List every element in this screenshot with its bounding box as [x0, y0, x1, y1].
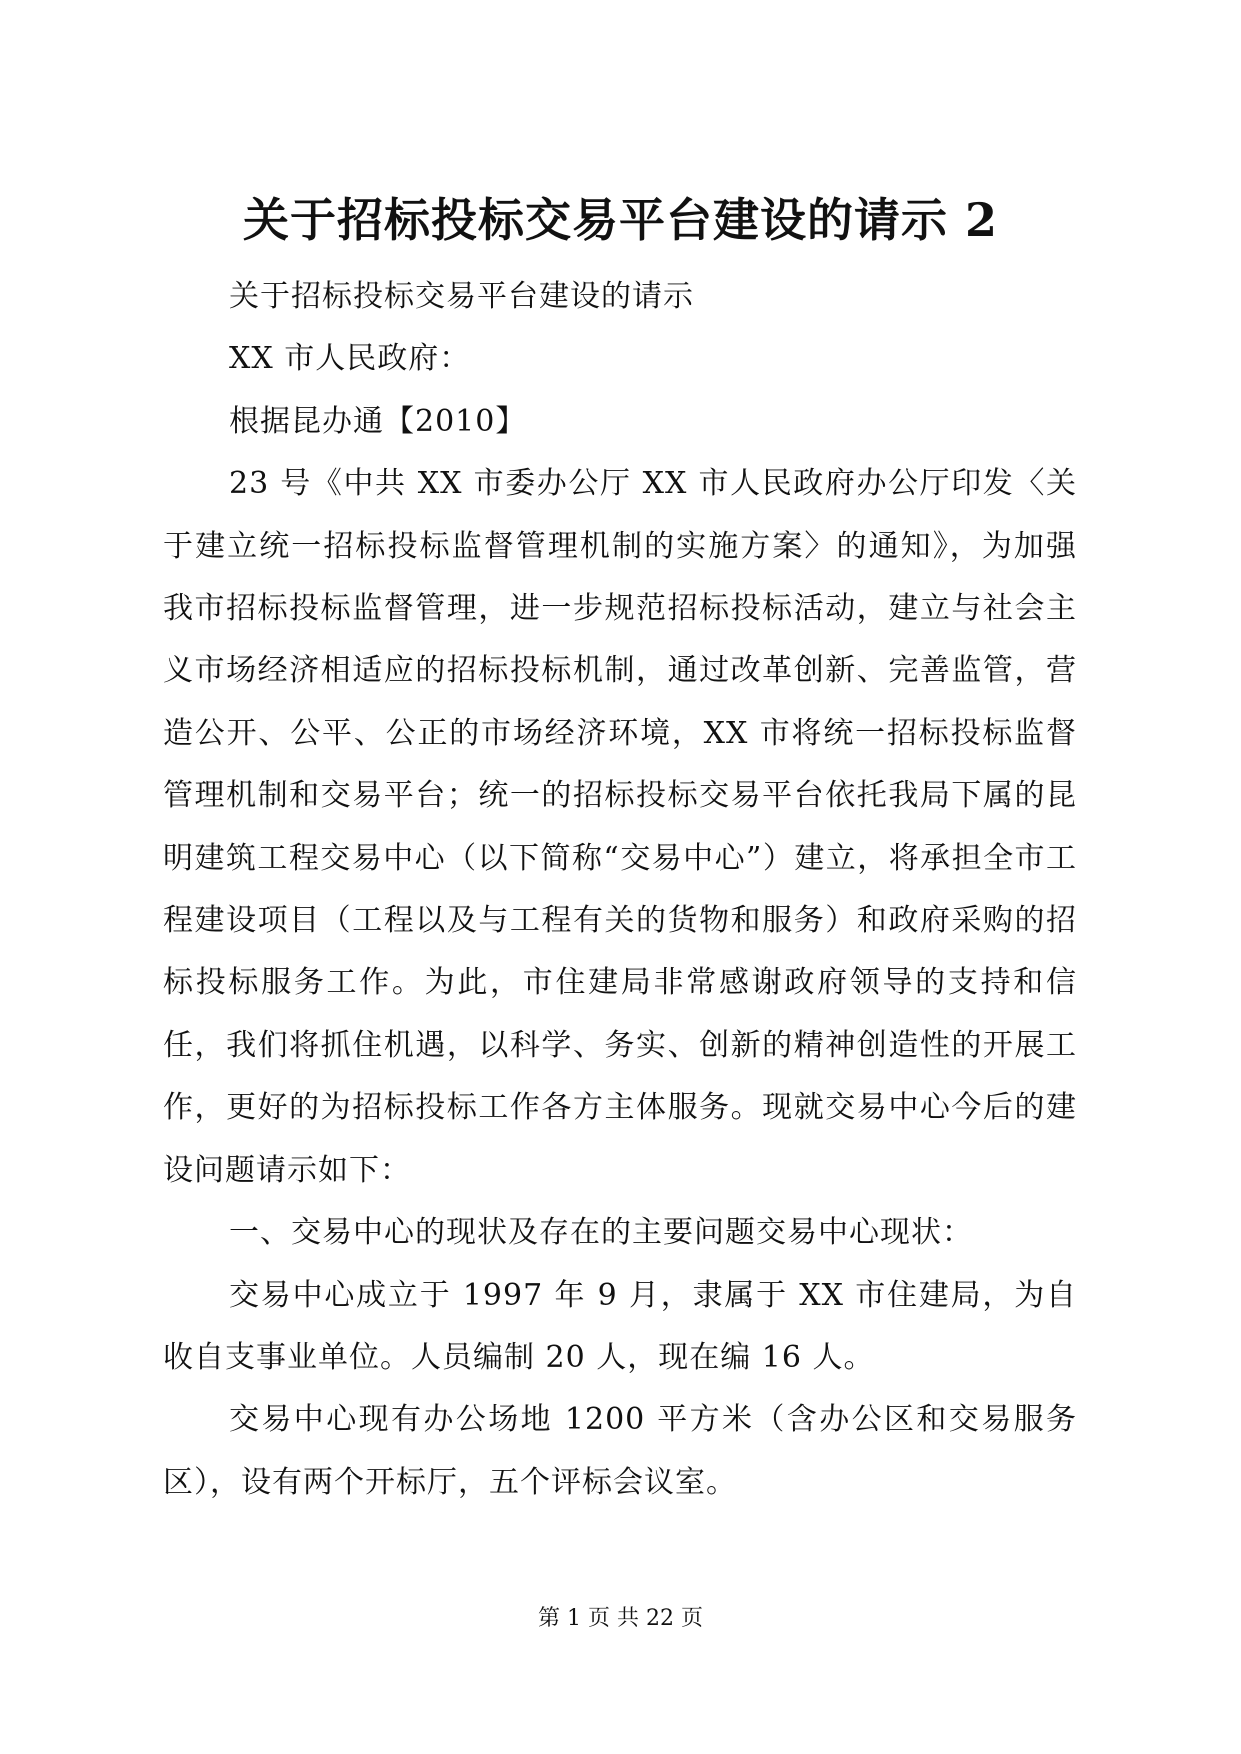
- paragraph-section-heading: 一、交易中心的现状及存在的主要问题交易中心现状：: [229, 1215, 973, 1251]
- paragraph-establishment: 交易中心成立于 1997 年 9 月，隶属于 XX 市住建局，为自收自支事业单位。人员编制 20 人，现在编 16 人。: [163, 1277, 1077, 1375]
- paragraph-addressee: XX 市人民政府：: [229, 341, 471, 377]
- paragraph-facilities: 交易中心现有办公场地 1200 平方米（含办公区和交易服务区），设有两个开标厅，五个评标会议室。: [163, 1402, 1077, 1500]
- page-footer: 第 1 页 共 22 页: [538, 1606, 703, 1631]
- paragraph-subject: 关于招标投标交易平台建设的请示: [229, 279, 694, 314]
- paragraph-main: 23 号《中共 XX 市委办公厅 XX 市人民政府办公厅印发〈关于建立统一招标投标监督管理机制的实施方案〉的通知》，为加强我市招标投标监督管理，进一步规范招标投标活动，建立与社会主义市场经济相适应的招标投标机制，通过改革创新、完善监管，营造公开、公平、公正的市场经济环境，XX 市将统一招标投标监督管理机制和交易平台；统一的招标投标交易平台依托我局下属的昆明建筑工程交易中心（以下简称“交易中心”）建立，将承担全市工程建设项目（工程以及与工程有关的货物和服务）和政府采购的招标投标服务工作。为此，市住建局非常感谢政府领导的支持和信任，我们将抓住机遇，以科学、务实、创新的精神创造性的开展工作，更好的为招标投标工作各方主体服务。现就交易中心今后的建设问题请示如下：: [163, 466, 1077, 1188]
- paragraph-reference: 根据昆办通【2010】: [229, 403, 527, 439]
- document-title: 关于招标投标交易平台建设的请示 2: [242, 193, 999, 247]
- document-body: [163, 266, 1077, 1514]
